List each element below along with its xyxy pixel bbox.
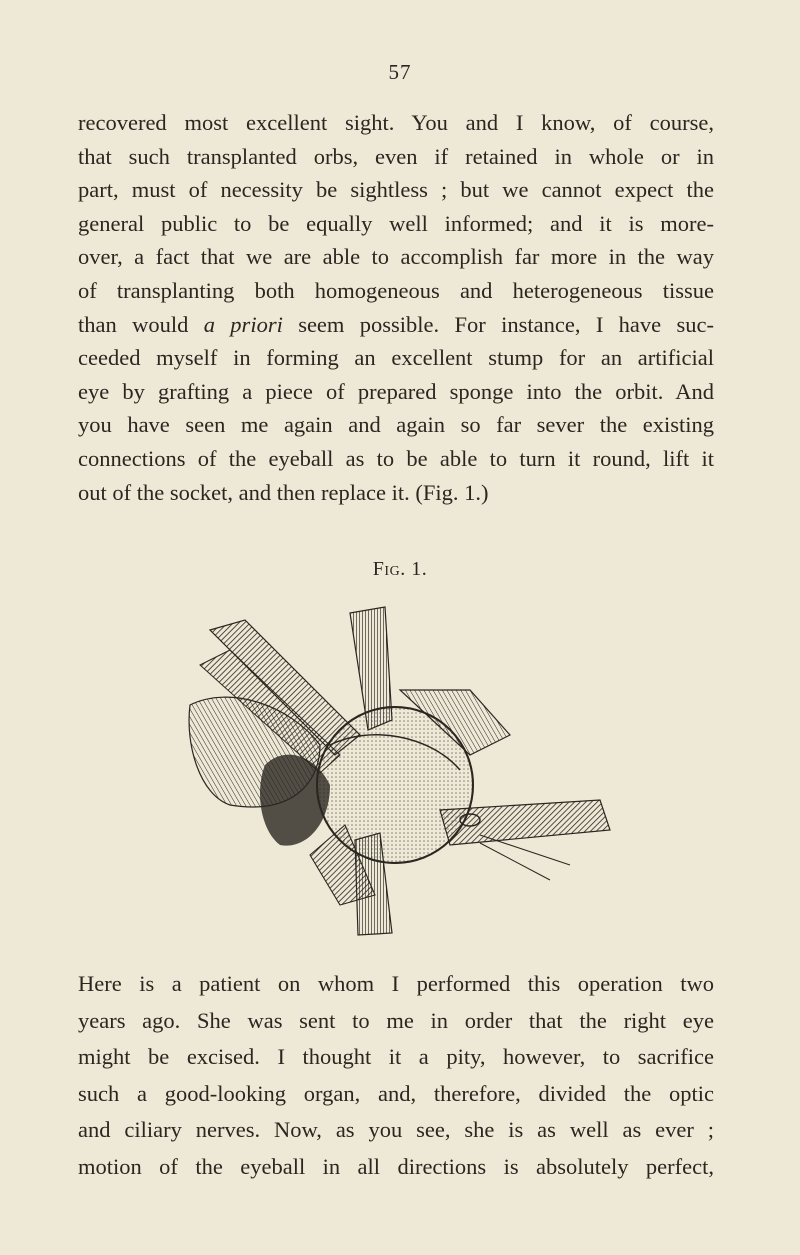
text-line: might be excised. I thought it a pity, however, to sacrifice (78, 1044, 714, 1069)
text-line: connections of the eyeball as to be able to turn it round, lift it (78, 445, 714, 471)
figure-caption (0, 558, 800, 581)
text-line: over, a fact that we are able to accomplish far more in the way (78, 244, 714, 270)
text-line: general public to be equally well informed; and it is more- (78, 210, 714, 236)
text-segment: than would (78, 311, 204, 337)
text-line: of transplanting both homogeneous and heterogeneous tissue (78, 277, 714, 303)
text-line: recovered most excellent sight. You and I know, of course, (78, 110, 714, 135)
text-line-with-italic (78, 308, 714, 342)
text-line: eye by grafting a piece of prepared sponge into the orbit. And (78, 378, 714, 404)
figure-caption-number: . 1. (400, 558, 428, 580)
page-number: 57 (388, 60, 412, 84)
paragraph-2 (78, 966, 714, 1185)
text-line: Here is a patient on whom I performed this operation two (78, 971, 714, 996)
text-line: such a good-looking organ, and, therefore, divided the optic (78, 1080, 714, 1106)
text-line: out of the socket, and then replace it. (Fig. 1.) (78, 479, 489, 505)
text-line: you have seen me again and again so far sever the existing (78, 412, 714, 438)
paragraph-1 (78, 106, 714, 509)
text-line: and ciliary nerves. Now, as you see, she is as well as ever ; (78, 1117, 714, 1142)
text-line: ceeded myself in forming an excellent stump for an artificial (78, 345, 714, 371)
eye-orbit-illustration (170, 595, 630, 945)
text-line: motion of the eyeball in all directions is absolutely perfect, (78, 1153, 714, 1179)
text-line: that such transplanted orbs, even if retained in whole or in (78, 143, 714, 169)
text-line: part, must of necessity be sightless ; but we cannot expect the (78, 177, 714, 203)
text-line: years ago. She was sent to me in order that the right eye (78, 1007, 714, 1033)
optic-nerve (440, 800, 610, 880)
italic-phrase: a priori (203, 311, 283, 337)
figure-caption-word: Fig (372, 558, 401, 580)
text-segment: seem possible. For instance, I have suc- (298, 311, 714, 337)
